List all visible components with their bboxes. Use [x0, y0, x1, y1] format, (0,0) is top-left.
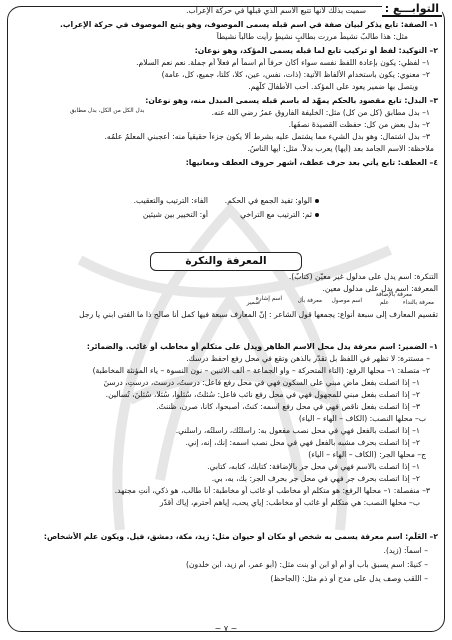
text-line: أو: التخيير بين شيئين — [142, 210, 208, 219]
text-line: ٣– إذا اتصلت بفعل ناقص فهي في محل رفع اسمه: كنتُ، أصبحوا، كانا، صرن، ظننتُ. — [156, 402, 420, 411]
ma3rifa-label: علم — [379, 300, 389, 306]
text-line: ١– إذا اتصلت بالفعل فهي في محل نصب مفعول به: راسلتُك، راسلتُه، راسلني. — [175, 426, 420, 435]
text-line: – اللقب وصف يدل على مدح أو ذم مثل: (الجاحظ) — [270, 574, 428, 583]
text-line: ١– لفظي: يكون بإعادة اللفظ نفسه سواء أكان حرفاً أم اسماً أم فعلاً أم جملة. نعم نعم السلام. — [136, 58, 430, 67]
text-line: ١– بدل مطابق (كل من كل) مثل: الخليفة الفاروق عمرُ رضي الله عنه. — [211, 108, 430, 117]
text-line: ٢– بدل بعض من كل: حفظت القصيدةَ نصفَها. — [288, 120, 430, 129]
text-line: ٣– بدل اشتمال: وهو بدل الشيء مما يشتمل عليه بشرط ألا يكون جزءاً حقيقياً منه: أعجبني المعلمُ علمُه. — [104, 132, 430, 141]
text-line: – اسماً: (زيد). — [383, 546, 428, 555]
text-line: المعرفة: اسم يدل على مدلول معين. — [322, 284, 438, 293]
text-line: ب– محلها النصب: (الكاف – الهاء – الياء) — [298, 414, 426, 423]
text-line: مثل: هذا طالبٌ نشيطٌ مررت بطالبٍ نشيطٍ رأيت طالباً نشيطاً — [216, 32, 408, 41]
text-line: ويتصل بها ضمير يعود على المؤكد. أحب الأطفالَ كلَّهم. — [248, 82, 418, 91]
intro-text: سميت بذلك لأنها تتبع الاسم الذي قبلها في حركة الإعراب. — [186, 6, 366, 15]
text-line: ٣– البدل: تابع مقصود بالحكم يمهّد له باسم قبله يسمى المبدل منه، وهو نوعان: — [145, 96, 438, 105]
page-title: التوابـــع : — [382, 2, 442, 17]
ma3rifa-label: معرفة بأل — [297, 298, 322, 304]
text-line: التنكرة: اسم يدل على مدلول غير معيّن (كتابٌ). — [288, 272, 438, 281]
section-title-box: المعرفة والنكرة — [150, 252, 302, 271]
text-line: ٢– إذا اتصلت بفعل مبني للمجهول فهي في محل رفع نائب فاعل: سُئلتُ، سُئلوا، سُئلا، سُئلنَ، تُسألين. — [105, 390, 420, 399]
atf-waw: الواو: تفيد الجمع في الحكم. — [225, 196, 322, 206]
ma3rifa-label: اسم إشارة — [255, 296, 282, 302]
text-line: ملاحظة: الاسم الجامد بعد (أيها) يعرب بدلاً. مثل: أيها الناسُ. — [247, 144, 434, 153]
text-line: تقسيم المعارف إلى سبعة أنواع: يجمعها قول الشاعر : إنّ المعارف سبعة فيها كمل أنا صالح ذا ما الفتى ابني يا رجل — [79, 310, 438, 319]
text-line: الفاء: الترتيب والتعقيب. — [133, 196, 208, 205]
badal-note: بدل الكل من الكل، بدل مطابق — [70, 108, 145, 114]
page-number: ~ ٧ ~ — [214, 624, 238, 633]
ma3rifa-label: اسم موصول — [331, 298, 362, 304]
ma3rifa-label: ضمير — [246, 300, 260, 306]
text-line: ١– الضمير: اسم معرفة يدل محل الاسم الظاهر ويدل على متكلم أو مخاطب أو غائب. والضمائر: — [86, 342, 438, 351]
text-line: ١– الصفة: تابع يذكر لبيان صفة في اسم قبله يسمى الموصوف، وهو يتبع الموصوف في حركة الإعراب. — [60, 20, 438, 29]
text-line: ١– إذا اتصلت بفعل ماضٍ مبني على السكون فهي في محل رفع فاعل: درستُ، درستَ، درستِ، درسنَ — [103, 378, 420, 387]
text-line: – مستترة: لا تظهر في اللفظ بل تقدّر بالذهن وتقع في محل رفع احفظ درسك. — [186, 354, 430, 363]
text-line: ٢– إذا اتصلت بحرف مشبه بالفعل فهي في محل نصب اسمه: إنك، إنه، إني. — [185, 438, 420, 447]
text-line: ٢– التوكيد: لفظ أو تركيب تابع لما قبله يسمى المؤكد، وهو نوعان: — [194, 46, 438, 55]
ma3rifa-label: معرفة بالإضافة — [375, 292, 412, 298]
text-line: ٤– العطف: تابع يأتي بعد حرف عطف، أشهر حروف العطف ومعانيها: — [185, 158, 438, 167]
text-line: ٢– متصلة: ١– محلها الرفع: (التاء المتحركة – واو الجماعة – ألف الاثنين – نون النسوة – ياء المؤنثة المخاطبة) — [92, 366, 430, 375]
atf-thumma: ثم: الترتيب مع التراخي — [240, 210, 322, 220]
text-line: ج– محلها الجر: (الكاف – الهاء – الياء) — [308, 450, 426, 459]
text-line: ١– إذا اتصلت بالاسم فهي في محل جر بالإضافة: كتابك، كتابه، كتابي. — [207, 462, 420, 471]
text-line: ٢– العَلَم: اسم معرفة يسمى به شخص أو مكان أو حيوان مثل: زيد، مكة، دمشق، فيل. ويكون علم الأشخاص: — [43, 532, 438, 541]
text-line: ٢– معنوي: يكون باستخدام الألفاظ الآتية: (ذات، نفس، عين، كلا، كلتا، جميع، كل، عامة) — [161, 70, 430, 79]
text-line: – كنيةً: اسم يسبق بأب أو أم أو ابن أو بنت مثل: (أبو عمر، أم زيد، ابن خلدون) — [185, 560, 428, 569]
text-line: ٢– إذا اتصلت بحرف جر فهي في محل جر بحرف الجر: بك، به، بي. — [211, 474, 420, 483]
text-line: ٣– منفصلة: ١– محلها الرفع: هو متكلم أو مخاطب أو غائب أو مخاطبة: أنا طالب، هو ذكي، أنتِ مجتهد. — [114, 486, 430, 495]
ma3rifa-label: معرفة بالنداء — [402, 300, 434, 306]
text-line: ب– محلها النصب: هي متكلم أو غائب أو مخاطب: إياي يحب، إياهم أحترم، إياك أقدّر — [159, 498, 420, 507]
